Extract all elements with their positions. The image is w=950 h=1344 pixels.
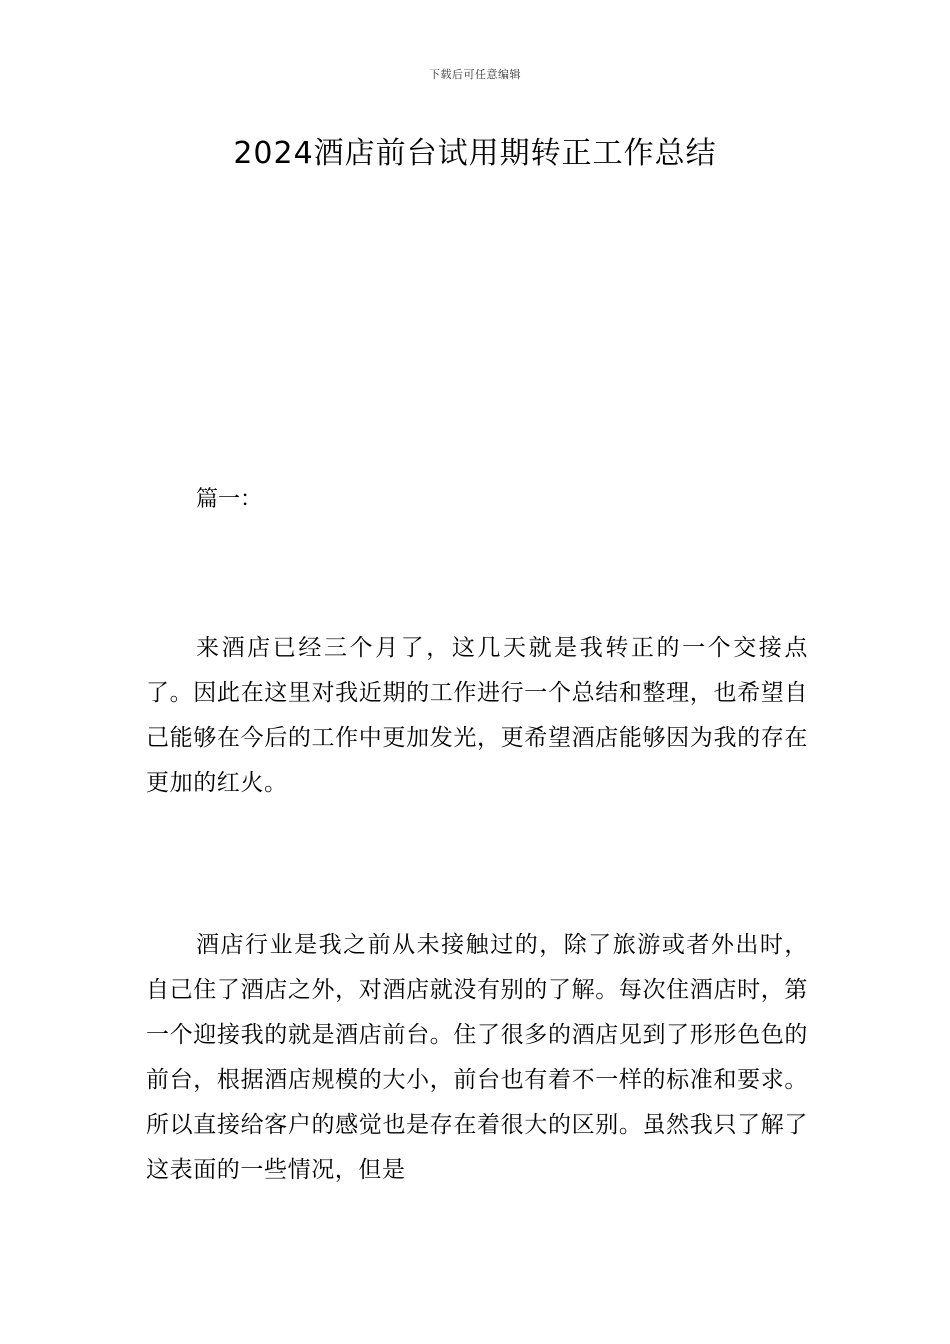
document-title: 2024酒店前台试用期转正工作总结 bbox=[233, 136, 717, 171]
section-label: 篇一： bbox=[196, 487, 263, 512]
header-note: 下载后可任意编辑 bbox=[429, 68, 521, 81]
body-paragraph-1: 来酒店已经三个月了，这几天就是我转正的一个交接点了。因此在这里对我近期的工作进行一个总结和整理，也希望自己能够在今后的工作中更加发光，更希望酒店能够因为我的存在更加的红火。 bbox=[146, 635, 808, 796]
body-paragraph-2: 酒店行业是我之前从未接触过的，除了旅游或者外出时，自己住了酒店之外，对酒店就没有别的了解。每次住酒店时，第一个迎接我的就是酒店前台。住了很多的酒店见到了形形色色的前台，根据酒店规模的大小，前台也有着不一样的标准和要求。所以直接给客户的感觉也是存在着很大的区别。虽然我只了解了这表面的一些情况，但是 bbox=[146, 932, 808, 1183]
